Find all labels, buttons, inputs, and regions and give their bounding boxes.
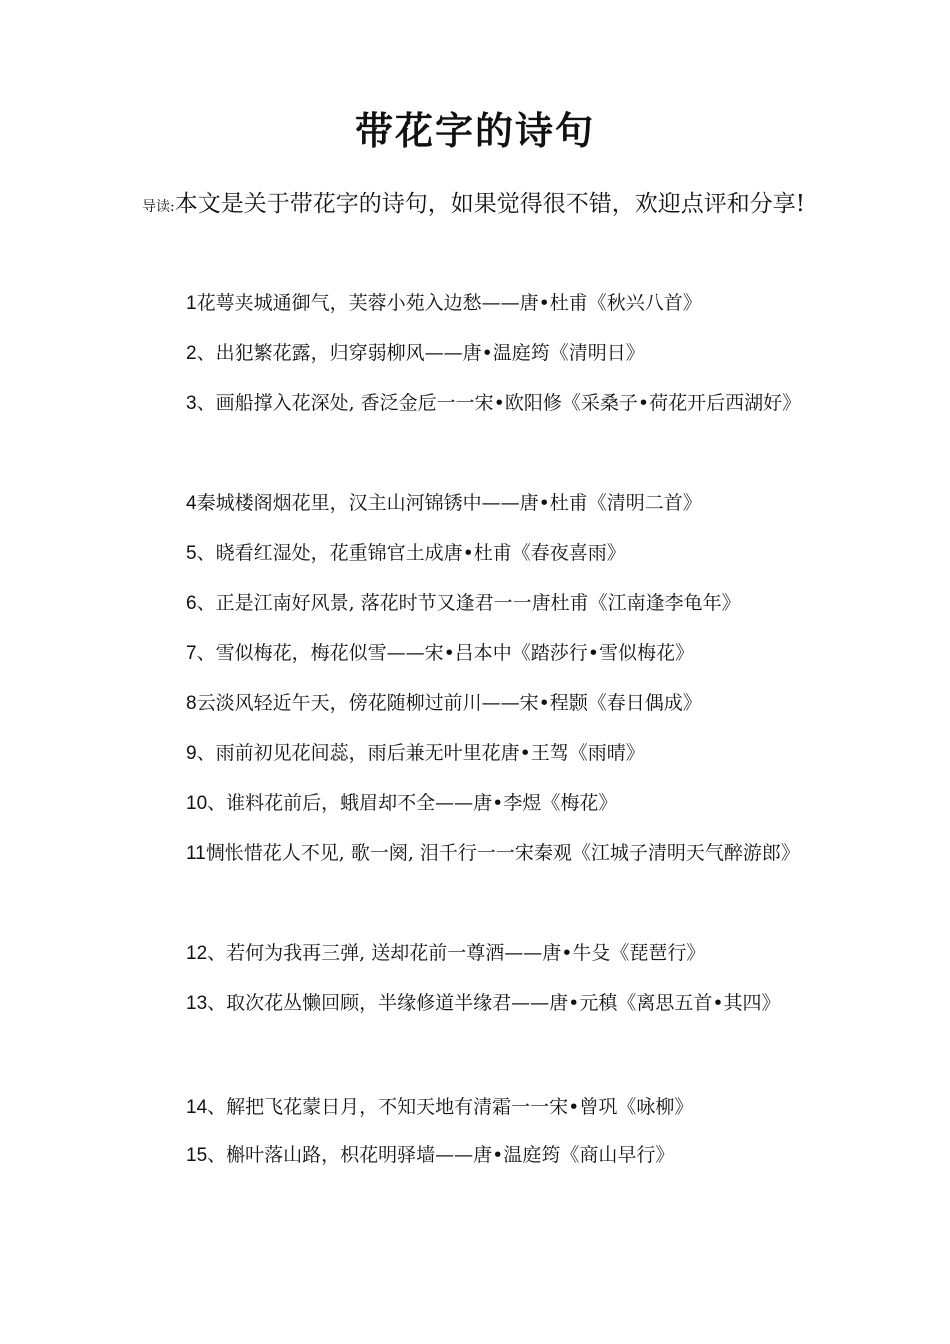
poem-number: 9、 [186, 743, 216, 764]
poem-line [142, 578, 822, 629]
poem-line [142, 378, 822, 429]
poem-number: 14、 [186, 1097, 227, 1118]
poem-line [142, 628, 822, 679]
poem-text: 雨前初见花间蕊，雨后兼无叶里花唐•王驾《雨晴》 [215, 742, 645, 764]
poem-text: 解把飞花蒙日月，不知天地有清霜一一宋•曾巩《咏柳》 [226, 1096, 694, 1118]
poem-number: 10、 [186, 793, 227, 814]
poem-line [142, 1082, 822, 1133]
intro-paragraph [142, 180, 822, 231]
poem-number: 2、 [186, 343, 216, 364]
intro-label: 导读: [142, 199, 175, 215]
poem-number: 1 [186, 293, 197, 314]
poem-line [142, 978, 822, 1029]
poem-number: 6、 [186, 593, 216, 614]
poem-text: 槲叶落山路，枳花明驿墙——唐•温庭筠《商山早行》 [226, 1144, 675, 1166]
poem-text: 画船撑入花深处, 香泛金卮一一宋•欧阳修《采桑子•荷花开后西湖好》 [215, 392, 802, 414]
poem-line [142, 1130, 822, 1181]
poem-line [142, 728, 822, 779]
document-title: 带花字的诗句 [354, 109, 595, 153]
poem-line [142, 278, 822, 329]
poem-number: 12、 [186, 943, 227, 964]
poem-text: 雪似梅花，梅花似雪——宋•吕本中《踏莎行•雪似梅花》 [215, 642, 694, 664]
intro-text: 本文是关于带花字的诗句，如果觉得很不错，欢迎点评和分享! [174, 191, 805, 217]
poem-number: 13、 [186, 993, 227, 1014]
poem-text: 谁料花前后，蛾眉却不全——唐•李煜《梅花》 [226, 792, 618, 814]
poem-line [142, 678, 822, 729]
poem-text: 若何为我再三弹, 送却花前一尊酒——唐•牛殳《琵琶行》 [226, 942, 706, 964]
poem-number: 4 [186, 493, 197, 514]
poem-text: 花萼夹城通御气，芙蓉小苑入边愁——唐•杜甫《秋兴八首》 [196, 292, 702, 314]
poem-line [142, 828, 822, 879]
poem-line [142, 928, 822, 979]
poem-line [142, 528, 822, 579]
poem-text: 云淡风轻近午天，傍花随柳过前川——宋•程颢《春日偶成》 [196, 692, 702, 714]
poem-line [142, 328, 822, 379]
poem-line [142, 778, 822, 829]
poem-number: 11 [186, 843, 206, 864]
poem-text: 惆怅惜花人不见, 歌一阕, 泪千行一一宋秦观《江城子清明天气醉游郎》 [205, 842, 800, 864]
poem-number: 5、 [186, 543, 216, 564]
poem-number: 7、 [186, 643, 216, 664]
poem-number: 8 [186, 693, 197, 714]
poem-number: 15、 [186, 1145, 227, 1166]
poem-text: 出犯繁花露，归穿弱柳风——唐•温庭筠《清明日》 [215, 342, 645, 364]
poem-line [142, 478, 822, 529]
poem-text: 取次花丛懒回顾，半缘修道半缘君——唐•元稹《离思五首•其四》 [226, 992, 781, 1014]
poem-number: 3、 [186, 393, 216, 414]
poem-text: 正是江南好风景, 落花时节又逢君一一唐杜甫《江南逢李龟年》 [215, 592, 741, 614]
poem-text: 秦城楼阁烟花里，汉主山河锦锈中——唐•杜甫《清明二首》 [196, 492, 702, 514]
poem-text: 晓看红湿处，花重锦官土成唐•杜甫《春夜喜雨》 [215, 542, 626, 564]
